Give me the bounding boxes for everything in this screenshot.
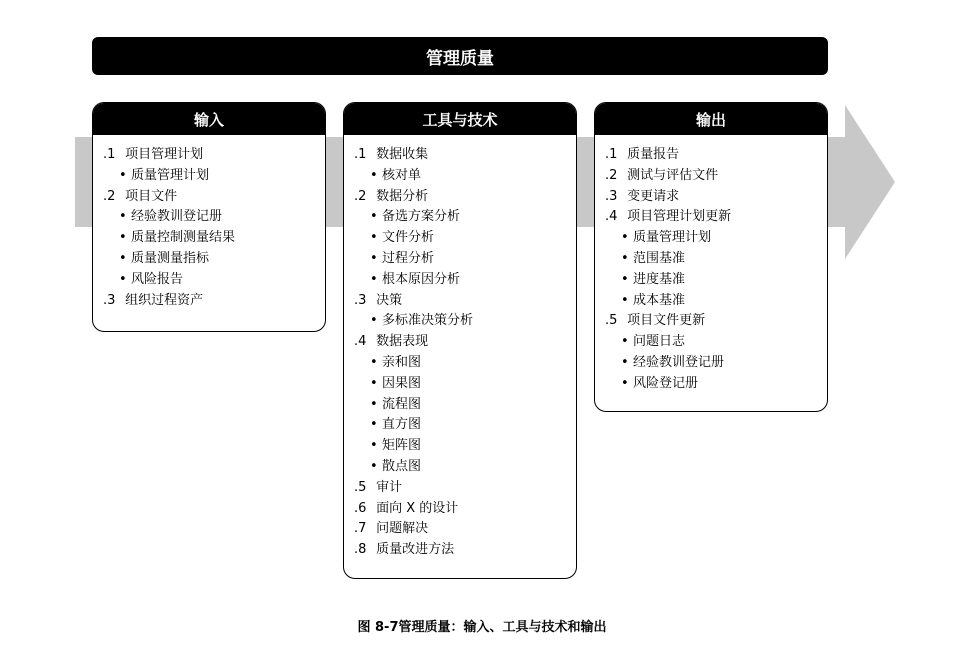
item-number: .1 (103, 147, 116, 162)
subitem-label: 核对单 (382, 167, 422, 183)
outputs-list (595, 135, 827, 395)
inputs-column (92, 102, 326, 332)
item-number: .1 (605, 147, 618, 162)
list-item (605, 145, 819, 166)
subitem-label: 问题日志 (633, 334, 686, 350)
list-item (354, 499, 568, 520)
list-subitem (605, 291, 819, 312)
item-number: .8 (354, 542, 367, 558)
subitem-label: 经验教训登记册 (633, 354, 725, 370)
arrow-right-icon (845, 105, 895, 259)
list-subitem (354, 415, 568, 436)
outputs-heading: 输出 (595, 103, 827, 135)
item-label: 项目文件 (125, 188, 178, 204)
list-subitem (605, 228, 819, 249)
subitem-label: 质量管理计划 (131, 167, 210, 183)
item-label: 变更请求 (627, 188, 680, 204)
list-item (354, 332, 568, 353)
list-subitem (354, 228, 568, 249)
tools-heading: 工具与技术 (344, 103, 576, 135)
item-number: .3 (605, 188, 618, 204)
subitem-label: 直方图 (382, 417, 422, 433)
item-label: 项目管理计划更新 (627, 209, 732, 225)
figure-caption: 图 8-7管理质量：输入、工具与技术和输出 (357, 620, 607, 635)
list-subitem (354, 457, 568, 478)
subitem-label: 风险登记册 (633, 375, 699, 391)
item-label: 组织过程资产 (125, 292, 204, 308)
item-number: .2 (354, 188, 367, 204)
list-subitem (354, 249, 568, 270)
item-number: .6 (354, 500, 367, 516)
item-label: 数据表现 (376, 334, 429, 350)
list-subitem (354, 311, 568, 332)
list-subitem (103, 207, 317, 228)
subitem-label: 多标准决策分析 (382, 313, 474, 329)
item-label: 质量改进方法 (376, 542, 455, 558)
item-number: .5 (354, 479, 367, 495)
subitem-label: 风险报告 (131, 271, 184, 287)
item-number: .4 (605, 209, 618, 225)
list-subitem (354, 395, 568, 416)
item-label: 质量报告 (627, 147, 680, 162)
item-number: .2 (605, 167, 618, 183)
list-subitem (354, 436, 568, 457)
item-number: .3 (103, 292, 116, 308)
list-item (354, 145, 568, 166)
item-label: 问题解决 (376, 521, 429, 537)
list-subitem (354, 374, 568, 395)
list-subitem (605, 270, 819, 291)
tools-list (344, 135, 576, 561)
list-subitem (354, 353, 568, 374)
item-label: 数据分析 (376, 188, 429, 204)
subitem-label: 成本基准 (633, 292, 686, 308)
subitem-label: 备选方案分析 (382, 209, 461, 225)
list-item (354, 478, 568, 499)
subitem-label: 亲和图 (382, 354, 422, 370)
list-item (354, 519, 568, 540)
item-number: .2 (103, 188, 116, 204)
item-label: 测试与评估文件 (627, 167, 719, 183)
subitem-label: 范围基准 (633, 250, 686, 266)
item-label: 决策 (376, 292, 403, 308)
list-item (605, 207, 819, 228)
list-subitem (354, 270, 568, 291)
inputs-list (93, 135, 325, 311)
list-subitem (103, 166, 317, 187)
subitem-label: 文件分析 (382, 230, 435, 246)
list-item (103, 187, 317, 208)
item-number: .5 (605, 313, 618, 329)
item-label: 项目文件更新 (627, 313, 706, 329)
list-item (354, 187, 568, 208)
list-subitem (605, 249, 819, 270)
subitem-label: 散点图 (382, 458, 422, 474)
outputs-column (594, 102, 828, 412)
item-number: .4 (354, 334, 367, 350)
list-subitem (103, 249, 317, 270)
tools-column (343, 102, 577, 579)
item-number: .3 (354, 292, 367, 308)
subitem-label: 进度基准 (633, 271, 686, 287)
subitem-label: 经验教训登记册 (131, 209, 223, 225)
subitem-label: 质量测量指标 (131, 250, 210, 266)
list-item (605, 311, 819, 332)
subitem-label: 根本原因分析 (382, 271, 461, 287)
subitem-label: 质量控制测量结果 (131, 230, 236, 246)
subitem-label: 流程图 (382, 396, 422, 412)
list-item (103, 145, 317, 166)
inputs-heading: 输入 (93, 103, 325, 135)
list-item (354, 291, 568, 312)
item-label: 项目管理计划 (125, 147, 204, 162)
item-label: 审计 (376, 479, 403, 495)
item-number: .1 (354, 147, 367, 162)
subitem-label: 过程分析 (382, 250, 435, 266)
subitem-label: 质量管理计划 (633, 230, 712, 246)
list-item (103, 291, 317, 312)
list-item (605, 166, 819, 187)
list-subitem (103, 228, 317, 249)
subitem-label: 因果图 (382, 375, 422, 391)
page-title: 管理质量 (92, 37, 828, 75)
list-item (605, 187, 819, 208)
list-subitem (354, 207, 568, 228)
item-label: 数据收集 (376, 147, 429, 162)
list-item (354, 540, 568, 561)
list-subitem (605, 353, 819, 374)
item-number: .7 (354, 521, 367, 537)
subitem-label: 矩阵图 (382, 438, 422, 454)
list-subitem (103, 270, 317, 291)
list-subitem (605, 332, 819, 353)
list-subitem (605, 374, 819, 395)
list-subitem (354, 166, 568, 187)
item-label: 面向 X 的设计 (376, 500, 459, 516)
